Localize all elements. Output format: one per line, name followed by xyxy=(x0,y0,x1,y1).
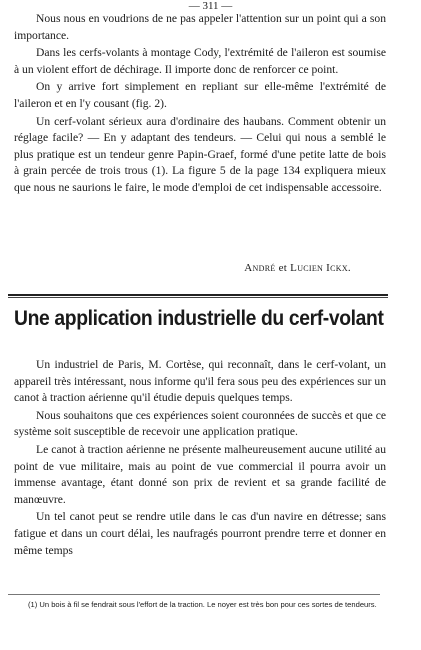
author-second: Lucien Ickx. xyxy=(290,262,351,274)
section-divider-thin xyxy=(8,297,388,298)
paragraph: Dans les cerfs-volants à montage Cody, l'extrémité de l'aileron est soumise à un violent effort de déchirage. Il importe donc de renforcer ce point. xyxy=(14,46,386,76)
paragraph: Le canot à traction aérienne ne présente malheureusement aucune utilité au point de vue militaire, mais au point de vue commercial il pourra avoir un immense avantage, étant donné son prix de revient et sa grande facilité de manœuvre. xyxy=(14,442,386,506)
previous-article-text xyxy=(14,11,386,197)
paragraph: Un industriel de Paris, M. Cortèse, qui reconnaît, dans le cerf-volant, un appareil très intéressant, nous informe qu'il fera sous peu des expériences sur un canot à traction aérienne qu'il étudie depuis quelques temps. xyxy=(14,358,386,405)
article-title: Une application industrielle du cerf-volant xyxy=(14,307,384,330)
footnote-divider xyxy=(8,594,380,595)
paragraph: Un cerf-volant sérieux aura d'ordinaire des haubans. Comment obtenir un réglage facile? — En y adaptant des tendeurs. — Celui qui nous a semblé le plus pratique est un tendeur genre Papin-Graef, formé d'une petite latte de bois à grain percée de trois trous (1). La figure 5 de la page 134 expliquera mieux que nous ne saurions le faire, le mode d'emploi de cet indispensable accessoire. xyxy=(14,114,386,194)
paragraph: On y arrive fort simplement en repliant sur elle-même l'extrémité de l'aileron et en l'y cousant (fig. 2). xyxy=(14,80,386,110)
page-number: — 311 — xyxy=(188,0,233,12)
section-divider xyxy=(8,294,388,296)
footnote-text: (1) Un bois à fil se fendrait sous l'effort de la traction. Le noyer est très bon pour ces sortes de tendeurs. xyxy=(28,600,377,609)
paragraph: Un tel canot peut se rendre utile dans le cas d'un navire en détresse; sans fatigue et dans un court délai, les naufragés pourront prendre terre et donner en même temps xyxy=(14,510,386,557)
paragraph: Nous souhaitons que ces expériences soient couronnées de succès et que ce système soit susceptible de recevoir une application pratique. xyxy=(14,408,386,439)
footnote xyxy=(16,600,384,610)
paragraph: Nous nous en voudrions de ne pas appeler l'attention sur un point qui a son importance. xyxy=(14,12,386,42)
article-body xyxy=(14,357,386,559)
author-joiner: et xyxy=(275,262,291,274)
author-signature xyxy=(244,262,351,274)
author-first: André xyxy=(244,262,276,274)
